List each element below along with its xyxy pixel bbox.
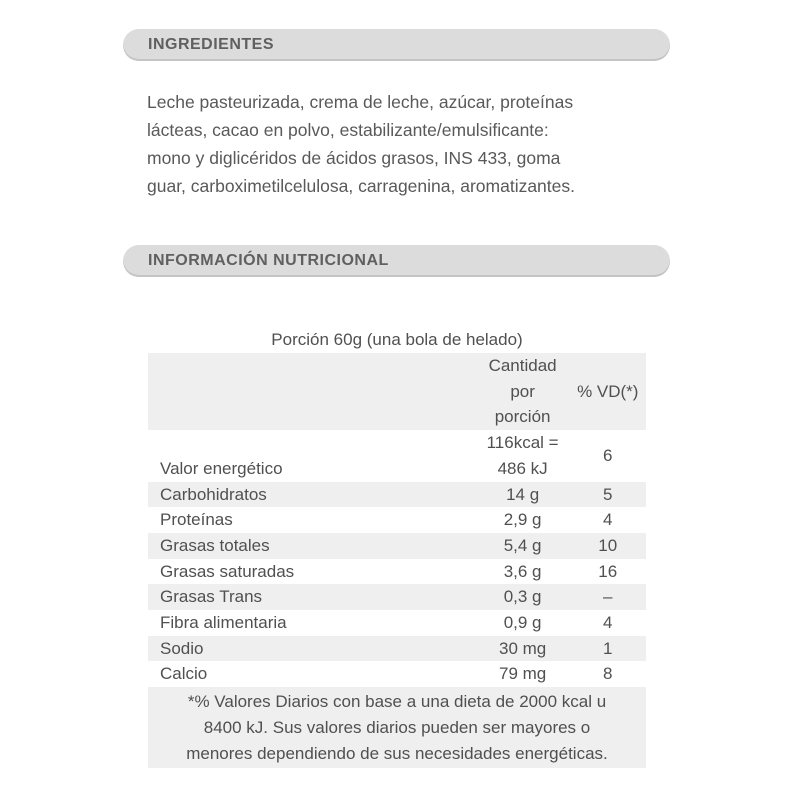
row-amount: 2,9 g bbox=[503, 510, 542, 530]
row-label: Sodio bbox=[148, 636, 476, 662]
nutrition-header bbox=[123, 245, 670, 277]
header-vd: % VD(*) bbox=[570, 353, 646, 430]
row-label: Valor energético bbox=[160, 458, 283, 478]
row-amount: 3,6 g bbox=[503, 561, 542, 581]
row-label: Carbohidratos bbox=[148, 482, 476, 508]
row-label: Grasas Trans bbox=[148, 584, 476, 610]
row-amount bbox=[476, 430, 570, 481]
header-amount-line: Cantidad bbox=[488, 356, 557, 375]
table-row bbox=[148, 610, 646, 636]
row-amount: 14 g bbox=[476, 482, 570, 508]
header-label-cell bbox=[148, 353, 476, 430]
row-vd: 16 bbox=[598, 561, 618, 581]
nutrition-title: INFORMACIÓN NUTRICIONAL bbox=[148, 252, 389, 269]
row-label: Grasas totales bbox=[148, 533, 476, 559]
row-vd: 4 bbox=[603, 613, 613, 633]
row-label: Proteínas bbox=[160, 510, 233, 530]
footnote-line: menores dependiendo de sus necesidades energéticas. bbox=[186, 743, 608, 763]
table-row bbox=[148, 636, 646, 662]
table-header-row bbox=[148, 353, 646, 430]
row-label: Grasas saturadas bbox=[160, 561, 295, 581]
row-vd: 1 bbox=[570, 636, 646, 662]
footnote-row bbox=[148, 687, 646, 768]
table-row bbox=[148, 430, 646, 481]
row-amount: 79 mg bbox=[498, 664, 547, 684]
row-vd: – bbox=[570, 584, 646, 610]
ingredients-line: lácteas, cacao en polvo, estabilizante/emulsificante: bbox=[147, 120, 549, 140]
row-amount: 30 mg bbox=[476, 636, 570, 662]
footnote-line: 8400 kJ. Sus valores diarios pueden ser mayores o bbox=[203, 717, 591, 737]
row-label: Fibra alimentaria bbox=[160, 613, 287, 633]
header-amount bbox=[476, 353, 570, 430]
row-amount: 0,9 g bbox=[503, 613, 542, 633]
ingredients-title: INGREDIENTES bbox=[148, 36, 275, 53]
row-vd: 10 bbox=[570, 533, 646, 559]
row-vd: 8 bbox=[603, 664, 613, 684]
row-label: Calcio bbox=[160, 664, 208, 684]
table-row bbox=[148, 559, 646, 585]
row-vd: 6 bbox=[603, 445, 613, 465]
footnote-line: *% Valores Diarios con base a una dieta de 2000 kcal u bbox=[187, 692, 607, 712]
table-row bbox=[148, 584, 646, 610]
row-vd: 5 bbox=[570, 482, 646, 508]
row-amount: 5,4 g bbox=[476, 533, 570, 559]
table-row bbox=[148, 661, 646, 687]
header-amount-line: por bbox=[510, 381, 535, 401]
ingredients-line: mono y diglicéridos de ácidos grasos, INS 433, goma bbox=[147, 148, 561, 168]
energy-amount-line: 486 kJ bbox=[497, 458, 548, 478]
table-row bbox=[148, 507, 646, 533]
row-vd: 4 bbox=[603, 510, 613, 530]
ingredients-header bbox=[123, 29, 670, 61]
ingredients-text bbox=[147, 88, 667, 200]
energy-amount-line: 116kcal = bbox=[486, 433, 559, 453]
header-amount-line: porción bbox=[494, 407, 551, 427]
ingredients-line: Leche pasteurizada, crema de leche, azúcar, proteínas bbox=[147, 92, 574, 112]
nutrition-table bbox=[148, 353, 646, 768]
portion-size: Porción 60g (una bola de helado) bbox=[271, 330, 523, 349]
footnote bbox=[148, 687, 646, 768]
table-row bbox=[148, 533, 646, 559]
ingredients-line: guar, carboximetilcelulosa, carragenina, aromatizantes. bbox=[147, 176, 575, 196]
row-amount: 0,3 g bbox=[476, 584, 570, 610]
table-row bbox=[148, 482, 646, 508]
